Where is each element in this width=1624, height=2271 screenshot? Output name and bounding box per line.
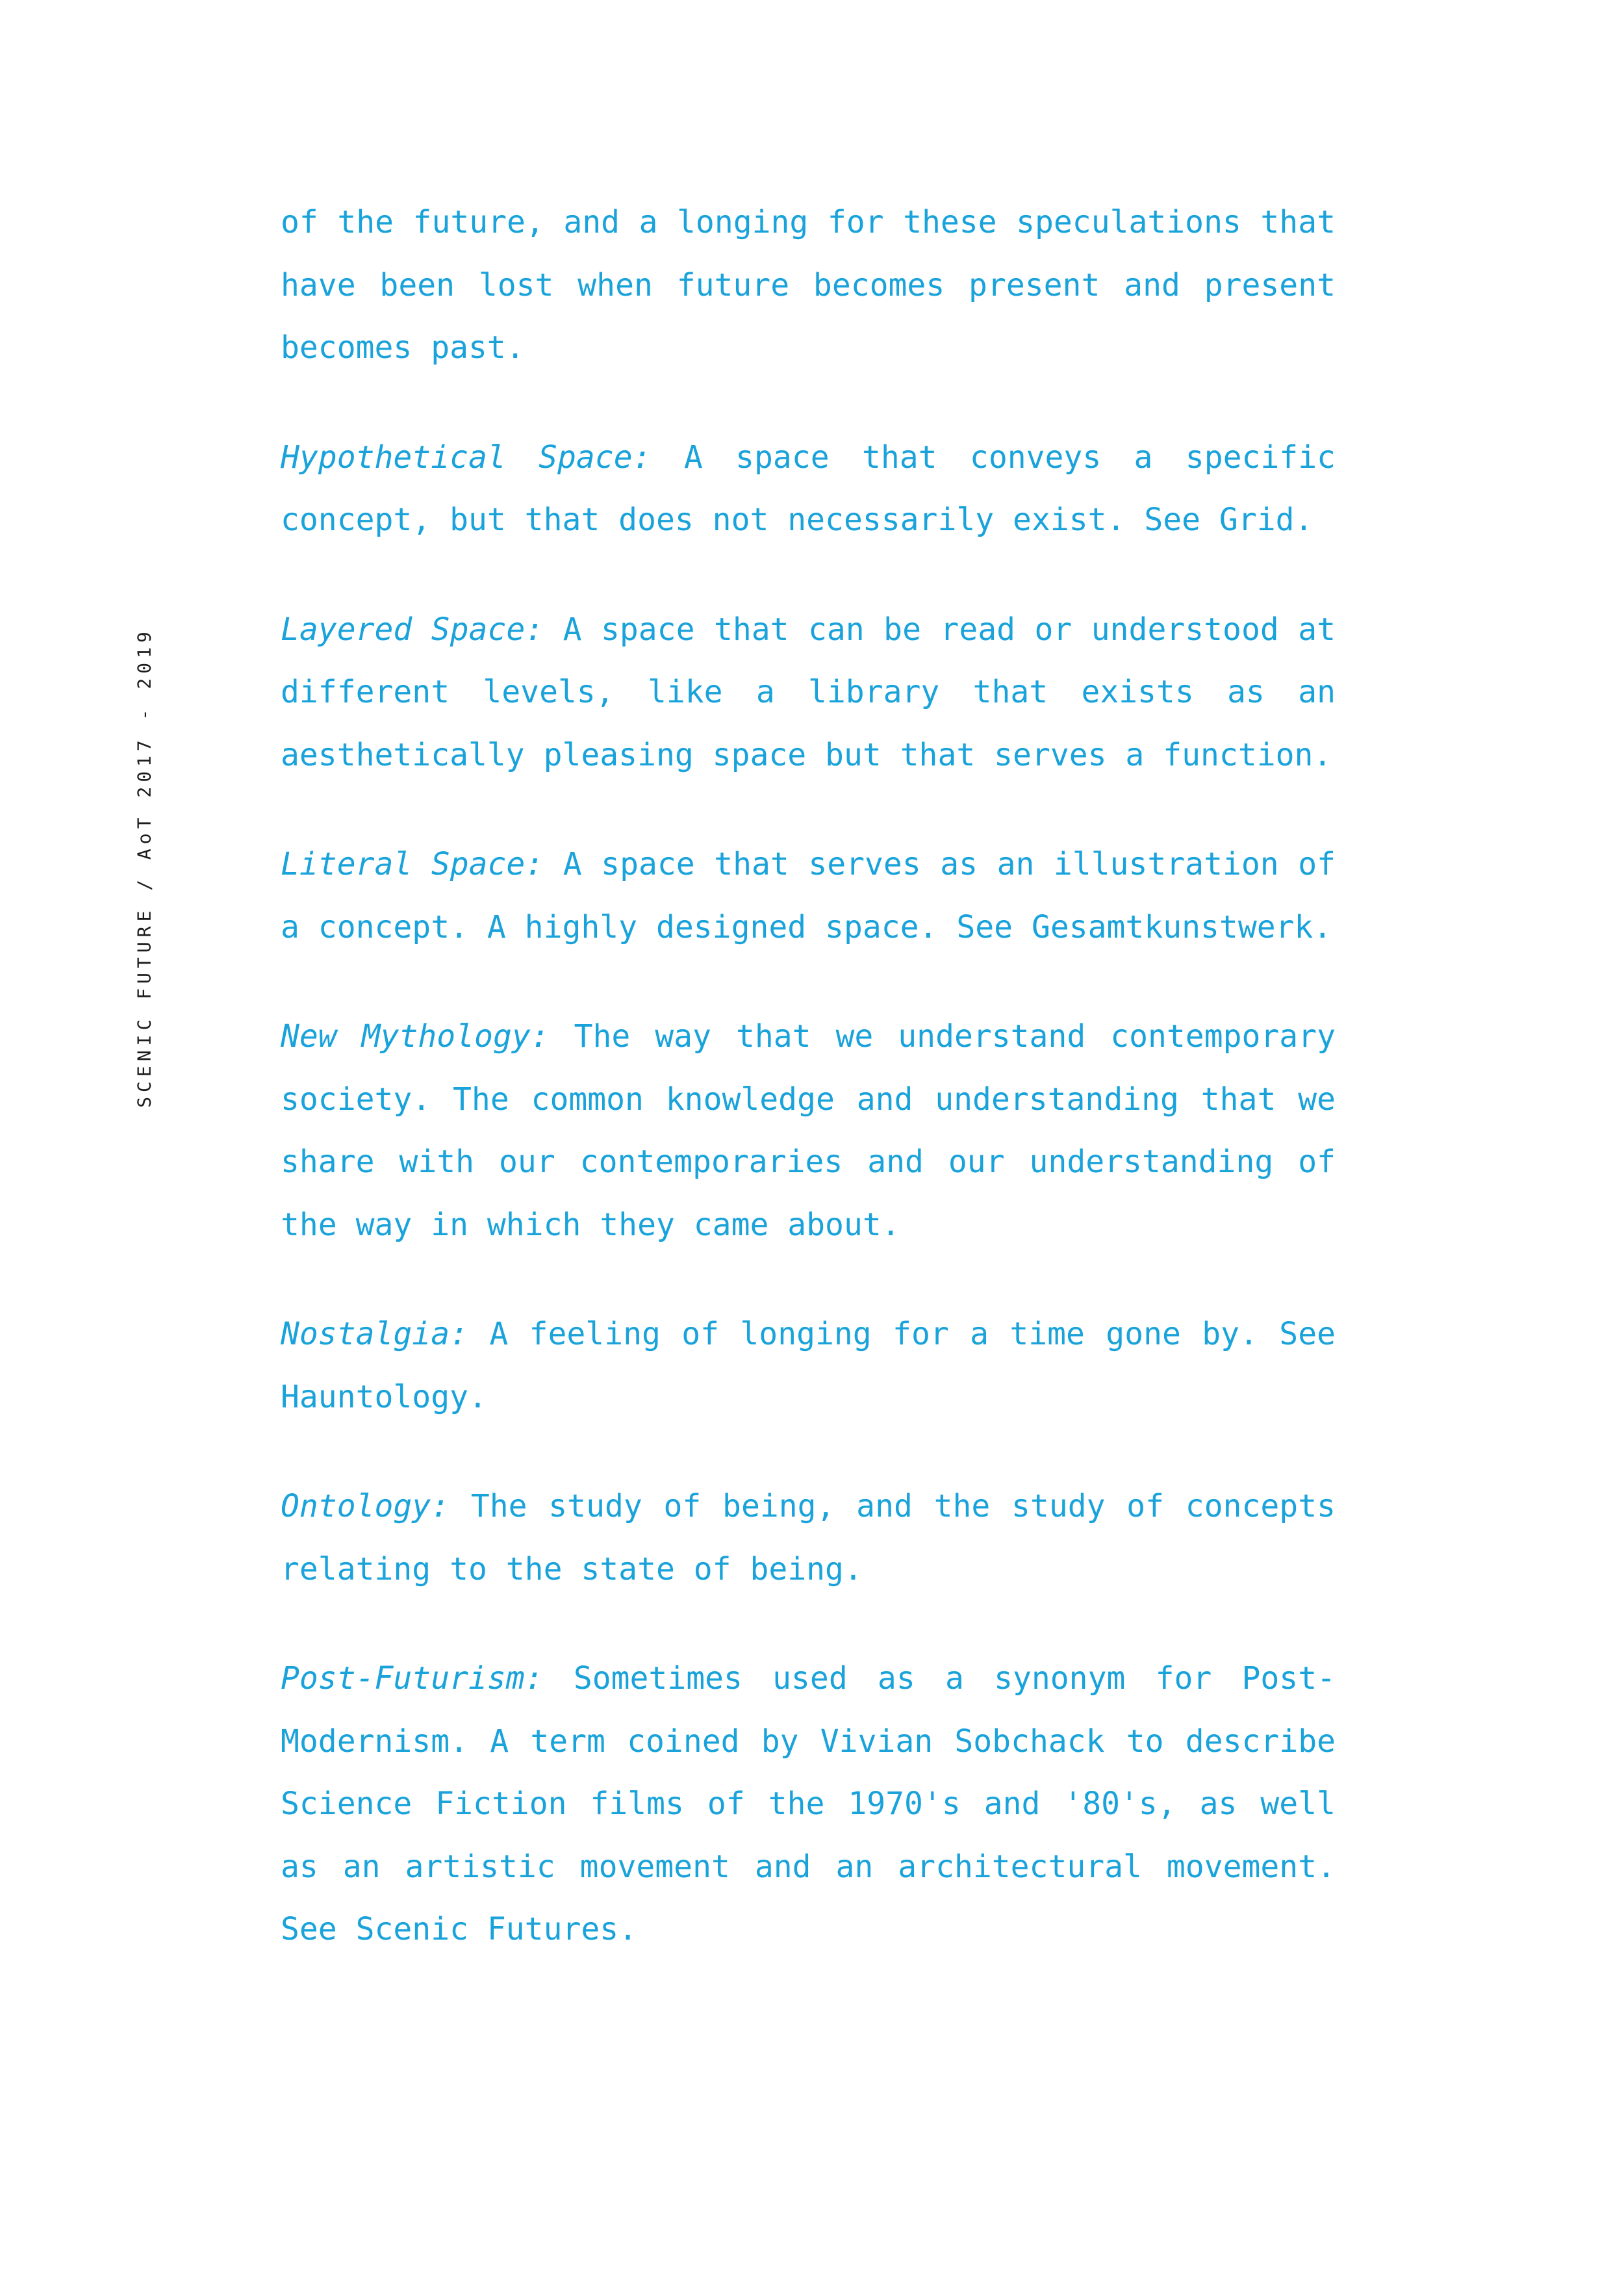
- running-title: SCENIC FUTURE / AoT 2017 - 2019: [133, 627, 155, 1108]
- glossary-body: [281, 191, 1336, 1961]
- glossary-entry-continuation: [281, 191, 1336, 379]
- glossary-entry: [281, 833, 1336, 958]
- entry-definition: A space that can be read or understood at different levels, like a library that exists as an aesthetically pleasing space but that serves a function.: [281, 611, 1336, 773]
- entry-term: Hypothetical Space:: [281, 439, 652, 476]
- glossary-entry: [281, 426, 1336, 552]
- entry-term: Layered Space:: [281, 611, 544, 648]
- entry-definition: The study of being, and the study of concepts relating to the state of being.: [281, 1488, 1336, 1587]
- entry-term: Literal Space:: [281, 846, 544, 882]
- entry-definition: of the future, and a longing for these speculations that have been lost when future becomes present and present becomes past.: [281, 204, 1336, 366]
- entry-definition: A space that serves as an illustration of a concept. A highly designed space. See Gesamtkunstwerk.: [281, 846, 1336, 945]
- entry-definition: A feeling of longing for a time gone by. See Hauntology.: [281, 1316, 1336, 1415]
- glossary-entry: [281, 598, 1336, 787]
- glossary-entry: [281, 1303, 1336, 1428]
- glossary-entry: [281, 1005, 1336, 1256]
- entry-definition: Sometimes used as a synonym for Post-Modernism. A term coined by Vivian Sobchack to describe Science Fiction films of the 1970's and '80's, as well as an artistic movement and an architectural movement. See Scenic Futures.: [281, 1660, 1336, 1947]
- entry-term: Post-Futurism:: [281, 1660, 544, 1697]
- entry-definition: The way that we understand contemporary society. The common knowledge and understanding that we share with our contemporaries and our understanding of the way in which they came about.: [281, 1018, 1336, 1243]
- glossary-entry: [281, 1475, 1336, 1600]
- entry-term: New Mythology:: [281, 1018, 550, 1055]
- entry-term: Nostalgia:: [281, 1316, 468, 1352]
- entry-term: Ontology:: [281, 1488, 450, 1524]
- entry-definition: A space that conveys a specific concept, but that does not necessarily exist. See Grid.: [281, 439, 1336, 538]
- glossary-entry: [281, 1647, 1336, 1961]
